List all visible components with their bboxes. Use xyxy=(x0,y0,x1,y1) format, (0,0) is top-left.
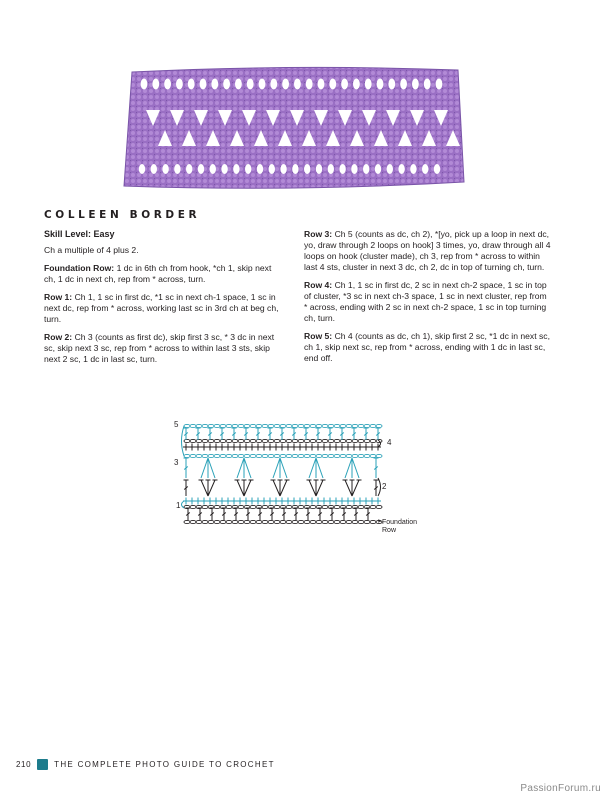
chain-stitch xyxy=(370,454,376,457)
chain-stitch xyxy=(328,424,334,427)
chain-stitch xyxy=(274,424,280,427)
pattern-title: COLLEEN BORDER xyxy=(44,209,201,221)
chart-label-row5: 5 xyxy=(174,420,179,429)
swatch-hole xyxy=(306,79,313,90)
chain-stitch xyxy=(184,520,190,523)
swatch-hole xyxy=(200,79,207,90)
chain-stitch xyxy=(268,424,274,427)
chain-stitch xyxy=(310,520,316,523)
chain-stitch xyxy=(340,454,346,457)
watermark: PassionForum.ru xyxy=(520,783,601,794)
chain-stitch xyxy=(334,439,340,442)
chain-stitch xyxy=(244,454,250,457)
chain-stitch xyxy=(346,520,352,523)
chain-stitch xyxy=(256,424,262,427)
chain-stitch xyxy=(226,454,232,457)
chain-stitch xyxy=(196,439,202,442)
swatch-hole xyxy=(235,79,242,90)
chain-stitch xyxy=(250,505,256,508)
chain-stitch xyxy=(232,439,238,442)
book-title: THE COMPLETE PHOTO GUIDE TO CROCHET xyxy=(54,760,275,769)
chain-stitch xyxy=(322,520,328,523)
chain-stitch xyxy=(346,439,352,442)
swatch-hole xyxy=(341,79,348,90)
chain-stitch xyxy=(370,505,376,508)
chain-stitch xyxy=(286,454,292,457)
chain-stitch xyxy=(292,424,298,427)
chain-stitch xyxy=(340,520,346,523)
chain-stitch xyxy=(184,454,190,457)
cluster-stitch xyxy=(273,458,280,478)
chain-stitch xyxy=(232,454,238,457)
swatch-hole xyxy=(280,164,286,174)
chain-stitch xyxy=(370,424,376,427)
intro-text: Ch a multiple of 4 plus 2. xyxy=(44,245,139,255)
cluster-stitch xyxy=(244,458,251,478)
cluster-stitch xyxy=(201,458,208,478)
chain-stitch xyxy=(364,439,370,442)
chain-stitch xyxy=(244,520,250,523)
chain-stitch xyxy=(256,520,262,523)
chain-stitch xyxy=(184,439,190,442)
dc-stitch xyxy=(345,480,352,496)
chain-stitch xyxy=(370,439,376,442)
chart-label-foundation-row: Row xyxy=(382,527,397,534)
chain-stitch xyxy=(352,520,358,523)
swatch-hole xyxy=(259,79,266,90)
swatch-hole xyxy=(351,164,357,174)
swatch-hole xyxy=(388,79,395,90)
chain-stitch xyxy=(340,424,346,427)
chain-stitch xyxy=(238,520,244,523)
chain-stitch xyxy=(274,520,280,523)
swatch-hole xyxy=(245,164,251,174)
chain-stitch xyxy=(304,439,310,442)
chain-stitch xyxy=(316,424,322,427)
swatch-hole xyxy=(329,79,336,90)
chain-stitch xyxy=(292,454,298,457)
skill-level: Skill Level: Easy xyxy=(44,229,115,239)
cluster-stitch xyxy=(345,458,352,478)
chain-stitch xyxy=(310,505,316,508)
chain-stitch xyxy=(202,439,208,442)
chain-stitch xyxy=(262,454,268,457)
chain-stitch xyxy=(376,424,382,427)
chain-stitch xyxy=(316,454,322,457)
chain-stitch xyxy=(202,520,208,523)
chain-stitch xyxy=(298,424,304,427)
chain-stitch xyxy=(358,424,364,427)
cluster-stitch xyxy=(309,458,316,478)
swatch-hole xyxy=(176,79,183,90)
chain-stitch xyxy=(214,505,220,508)
dc-stitch xyxy=(244,480,251,496)
chain-stitch xyxy=(352,424,358,427)
chain-stitch xyxy=(322,439,328,442)
chain-stitch xyxy=(214,520,220,523)
dc-stitch xyxy=(352,480,359,496)
chain-stitch xyxy=(286,439,292,442)
row-1: Row 1: Ch 1, 1 sc in first dc, *1 sc in next ch-1 space, 1 sc in next dc, rep from * across, working last sc in 3rd ch at beg ch, turn. xyxy=(44,292,279,324)
swatch-hole xyxy=(247,79,254,90)
chain-stitch xyxy=(358,505,364,508)
swatch-hole xyxy=(139,164,145,174)
swatch-hole xyxy=(186,164,192,174)
chain-stitch xyxy=(184,424,190,427)
chain-stitch xyxy=(274,439,280,442)
cluster-stitch xyxy=(352,458,359,478)
swatch-hole xyxy=(410,164,416,174)
chain-stitch xyxy=(352,439,358,442)
chain-stitch xyxy=(334,424,340,427)
chain-stitch xyxy=(238,424,244,427)
swatch-hole xyxy=(257,164,263,174)
chain-stitch xyxy=(286,424,292,427)
swatch-hole xyxy=(221,164,227,174)
chain-stitch xyxy=(328,520,334,523)
chain-stitch xyxy=(364,454,370,457)
chain-stitch xyxy=(358,454,364,457)
swatch-hole xyxy=(282,79,289,90)
chain-stitch xyxy=(316,520,322,523)
row-4: Row 4: Ch 1, 1 sc in first dc, 2 sc in next ch-2 space, 1 sc in top of cluster, *3 sc in next ch-3 space, 1 sc in next cluster, rep from * across, ending with 2 sc in next ch-2 space, 1 sc in top turning ch, turn. xyxy=(304,280,547,323)
swatch-hole xyxy=(294,79,301,90)
dc-stitch xyxy=(201,480,208,496)
swatch-hole xyxy=(377,79,384,90)
chain-stitch xyxy=(292,520,298,523)
cluster-stitch xyxy=(280,458,287,478)
chain-stitch xyxy=(208,424,214,427)
swatch-hole xyxy=(162,164,168,174)
chain-stitch xyxy=(262,505,268,508)
chain-stitch xyxy=(322,424,328,427)
chain-stitch xyxy=(298,505,304,508)
page-number: 210 xyxy=(16,760,32,769)
chain-stitch xyxy=(226,520,232,523)
chain-stitch xyxy=(334,520,340,523)
dc-stitch xyxy=(237,480,244,496)
instructions-left xyxy=(44,229,284,372)
chart-label-foundation: Foundation xyxy=(382,519,418,526)
chain-stitch xyxy=(232,424,238,427)
chain-stitch xyxy=(262,439,268,442)
chain-stitch xyxy=(220,439,226,442)
swatch-hole xyxy=(210,164,216,174)
swatch-hole xyxy=(353,79,360,90)
swatch-hole xyxy=(398,164,404,174)
chain-stitch xyxy=(244,439,250,442)
cluster-stitch xyxy=(316,458,323,478)
chain-stitch xyxy=(370,520,376,523)
chain-stitch xyxy=(298,454,304,457)
swatch-hole xyxy=(188,79,195,90)
chart-label-row2: 2 xyxy=(382,482,387,491)
chain-stitch xyxy=(280,520,286,523)
row-3: Row 3: Ch 5 (counts as dc, ch 2), *[yo, pick up a loop in next dc, yo, draw through 2 loops on hook] 3 times, yo, draw through all 4 loops on hook (cluster made), ch 3, rep from * across to within last 4 sts, cluster in next 3 dc, ch 2, dc in top of turning ch, turn. xyxy=(304,229,551,272)
chain-stitch xyxy=(220,520,226,523)
chain-stitch xyxy=(364,520,370,523)
swatch-hole xyxy=(436,79,443,90)
swatch-hole xyxy=(152,79,159,90)
chain-stitch xyxy=(214,454,220,457)
swatch-hole xyxy=(198,164,204,174)
swatch-hole xyxy=(422,164,428,174)
swatch-hole xyxy=(174,164,180,174)
chain-stitch xyxy=(250,424,256,427)
chain-stitch xyxy=(310,424,316,427)
cluster-stitch xyxy=(208,458,215,478)
chain-stitch xyxy=(310,439,316,442)
chain-stitch xyxy=(274,454,280,457)
chain-stitch xyxy=(298,439,304,442)
swatch-hole xyxy=(316,164,322,174)
dc-stitch xyxy=(316,480,323,496)
chain-stitch xyxy=(358,439,364,442)
dc-stitch xyxy=(309,480,316,496)
chain-stitch xyxy=(304,454,310,457)
swatch-hole xyxy=(269,164,275,174)
chain-stitch xyxy=(220,424,226,427)
turning-chain xyxy=(378,520,381,522)
swatch-hole xyxy=(400,79,407,90)
chain-stitch xyxy=(310,454,316,457)
swatch-hole xyxy=(363,164,369,174)
swatch-hole xyxy=(304,164,310,174)
chain-stitch xyxy=(262,520,268,523)
chain-stitch xyxy=(268,439,274,442)
chain-stitch xyxy=(376,454,382,457)
dc-stitch xyxy=(280,480,287,496)
chain-stitch xyxy=(280,424,286,427)
chain-stitch xyxy=(244,424,250,427)
swatch-hole xyxy=(151,164,157,174)
chain-stitch xyxy=(322,505,328,508)
chain-stitch xyxy=(286,520,292,523)
row-5: Row 5: Ch 4 (counts as dc, ch 1), skip first 2 sc, *1 dc in next sc, ch 1, skip next sc, rep from * across, ending with 1 dc in last sc, end off. xyxy=(304,331,550,363)
chain-stitch xyxy=(214,439,220,442)
chain-stitch xyxy=(328,439,334,442)
foundation-row: Foundation Row: 1 dc in 6th ch from hook, *ch 1, skip next ch, 1 dc in next ch, rep from * across, turn. xyxy=(44,263,272,284)
chain-stitch xyxy=(352,454,358,457)
swatch-hole xyxy=(141,79,148,90)
turning-chain xyxy=(378,478,381,496)
chain-stitch xyxy=(358,520,364,523)
chain-stitch xyxy=(268,454,274,457)
cluster-stitch xyxy=(237,458,244,478)
swatch-hole xyxy=(434,164,440,174)
chain-stitch xyxy=(274,505,280,508)
chain-stitch xyxy=(256,454,262,457)
chain-stitch xyxy=(298,520,304,523)
chain-stitch xyxy=(316,439,322,442)
chain-stitch xyxy=(226,439,232,442)
chain-stitch xyxy=(190,439,196,442)
chain-stitch xyxy=(250,520,256,523)
swatch-hole xyxy=(339,164,345,174)
chain-stitch xyxy=(208,454,214,457)
swatch-hole xyxy=(292,164,298,174)
chain-stitch xyxy=(304,424,310,427)
chain-stitch xyxy=(376,505,382,508)
chain-stitch xyxy=(292,439,298,442)
chain-stitch xyxy=(196,454,202,457)
swatch-hole xyxy=(424,79,431,90)
chain-stitch xyxy=(238,505,244,508)
swatch-hole xyxy=(164,79,171,90)
swatch-hole xyxy=(375,164,381,174)
chain-stitch xyxy=(202,424,208,427)
swatch-hole xyxy=(223,79,230,90)
chain-stitch xyxy=(280,454,286,457)
chart-label-row1: 1 xyxy=(176,501,181,510)
chain-stitch xyxy=(346,424,352,427)
chain-stitch xyxy=(256,439,262,442)
swatch-photo xyxy=(118,64,468,192)
dc-stitch xyxy=(208,480,215,496)
chain-stitch xyxy=(226,505,232,508)
chain-stitch xyxy=(238,454,244,457)
chain-stitch xyxy=(364,424,370,427)
page-footer xyxy=(16,759,275,770)
dc-stitch xyxy=(273,480,280,496)
chain-stitch xyxy=(202,454,208,457)
chain-stitch xyxy=(346,454,352,457)
chart-label-row4: 4 xyxy=(387,438,392,447)
chain-stitch xyxy=(250,439,256,442)
chain-stitch xyxy=(322,454,328,457)
crochet-chart xyxy=(170,410,430,545)
swatch-hole xyxy=(318,79,325,90)
chain-stitch xyxy=(328,454,334,457)
chain-stitch xyxy=(190,520,196,523)
chain-stitch xyxy=(220,454,226,457)
chain-stitch xyxy=(190,454,196,457)
chain-stitch xyxy=(280,439,286,442)
chain-stitch xyxy=(190,424,196,427)
chain-stitch xyxy=(340,439,346,442)
chain-stitch xyxy=(334,454,340,457)
swatch-hole xyxy=(233,164,239,174)
chain-stitch xyxy=(208,520,214,523)
swatch-hole xyxy=(387,164,393,174)
swatch-hole xyxy=(211,79,218,90)
row-2: Row 2: Ch 3 (counts as first dc), skip first 3 sc, * 3 dc in next sc, skip next 3 sc, rep from * across to within last 3 sts, skip next 2 sc, 1 dc in last sc, turn. xyxy=(44,332,275,364)
swatch-hole xyxy=(328,164,334,174)
chain-stitch xyxy=(226,424,232,427)
chart-label-row3: 3 xyxy=(174,458,179,467)
chain-stitch xyxy=(190,505,196,508)
chain-stitch xyxy=(334,505,340,508)
chain-stitch xyxy=(268,520,274,523)
chain-stitch xyxy=(346,505,352,508)
chain-stitch xyxy=(196,424,202,427)
chain-stitch xyxy=(214,424,220,427)
instructions-right xyxy=(304,229,552,371)
book-logo-icon xyxy=(37,759,48,770)
chain-stitch xyxy=(286,505,292,508)
chain-stitch xyxy=(262,424,268,427)
swatch-hole xyxy=(270,79,277,90)
chain-stitch xyxy=(232,520,238,523)
chain-stitch xyxy=(196,520,202,523)
chain-stitch xyxy=(208,439,214,442)
swatch-hole xyxy=(365,79,372,90)
chain-stitch xyxy=(250,454,256,457)
chain-stitch xyxy=(238,439,244,442)
swatch-hole xyxy=(412,79,419,90)
chain-stitch xyxy=(202,505,208,508)
chain-stitch xyxy=(304,520,310,523)
